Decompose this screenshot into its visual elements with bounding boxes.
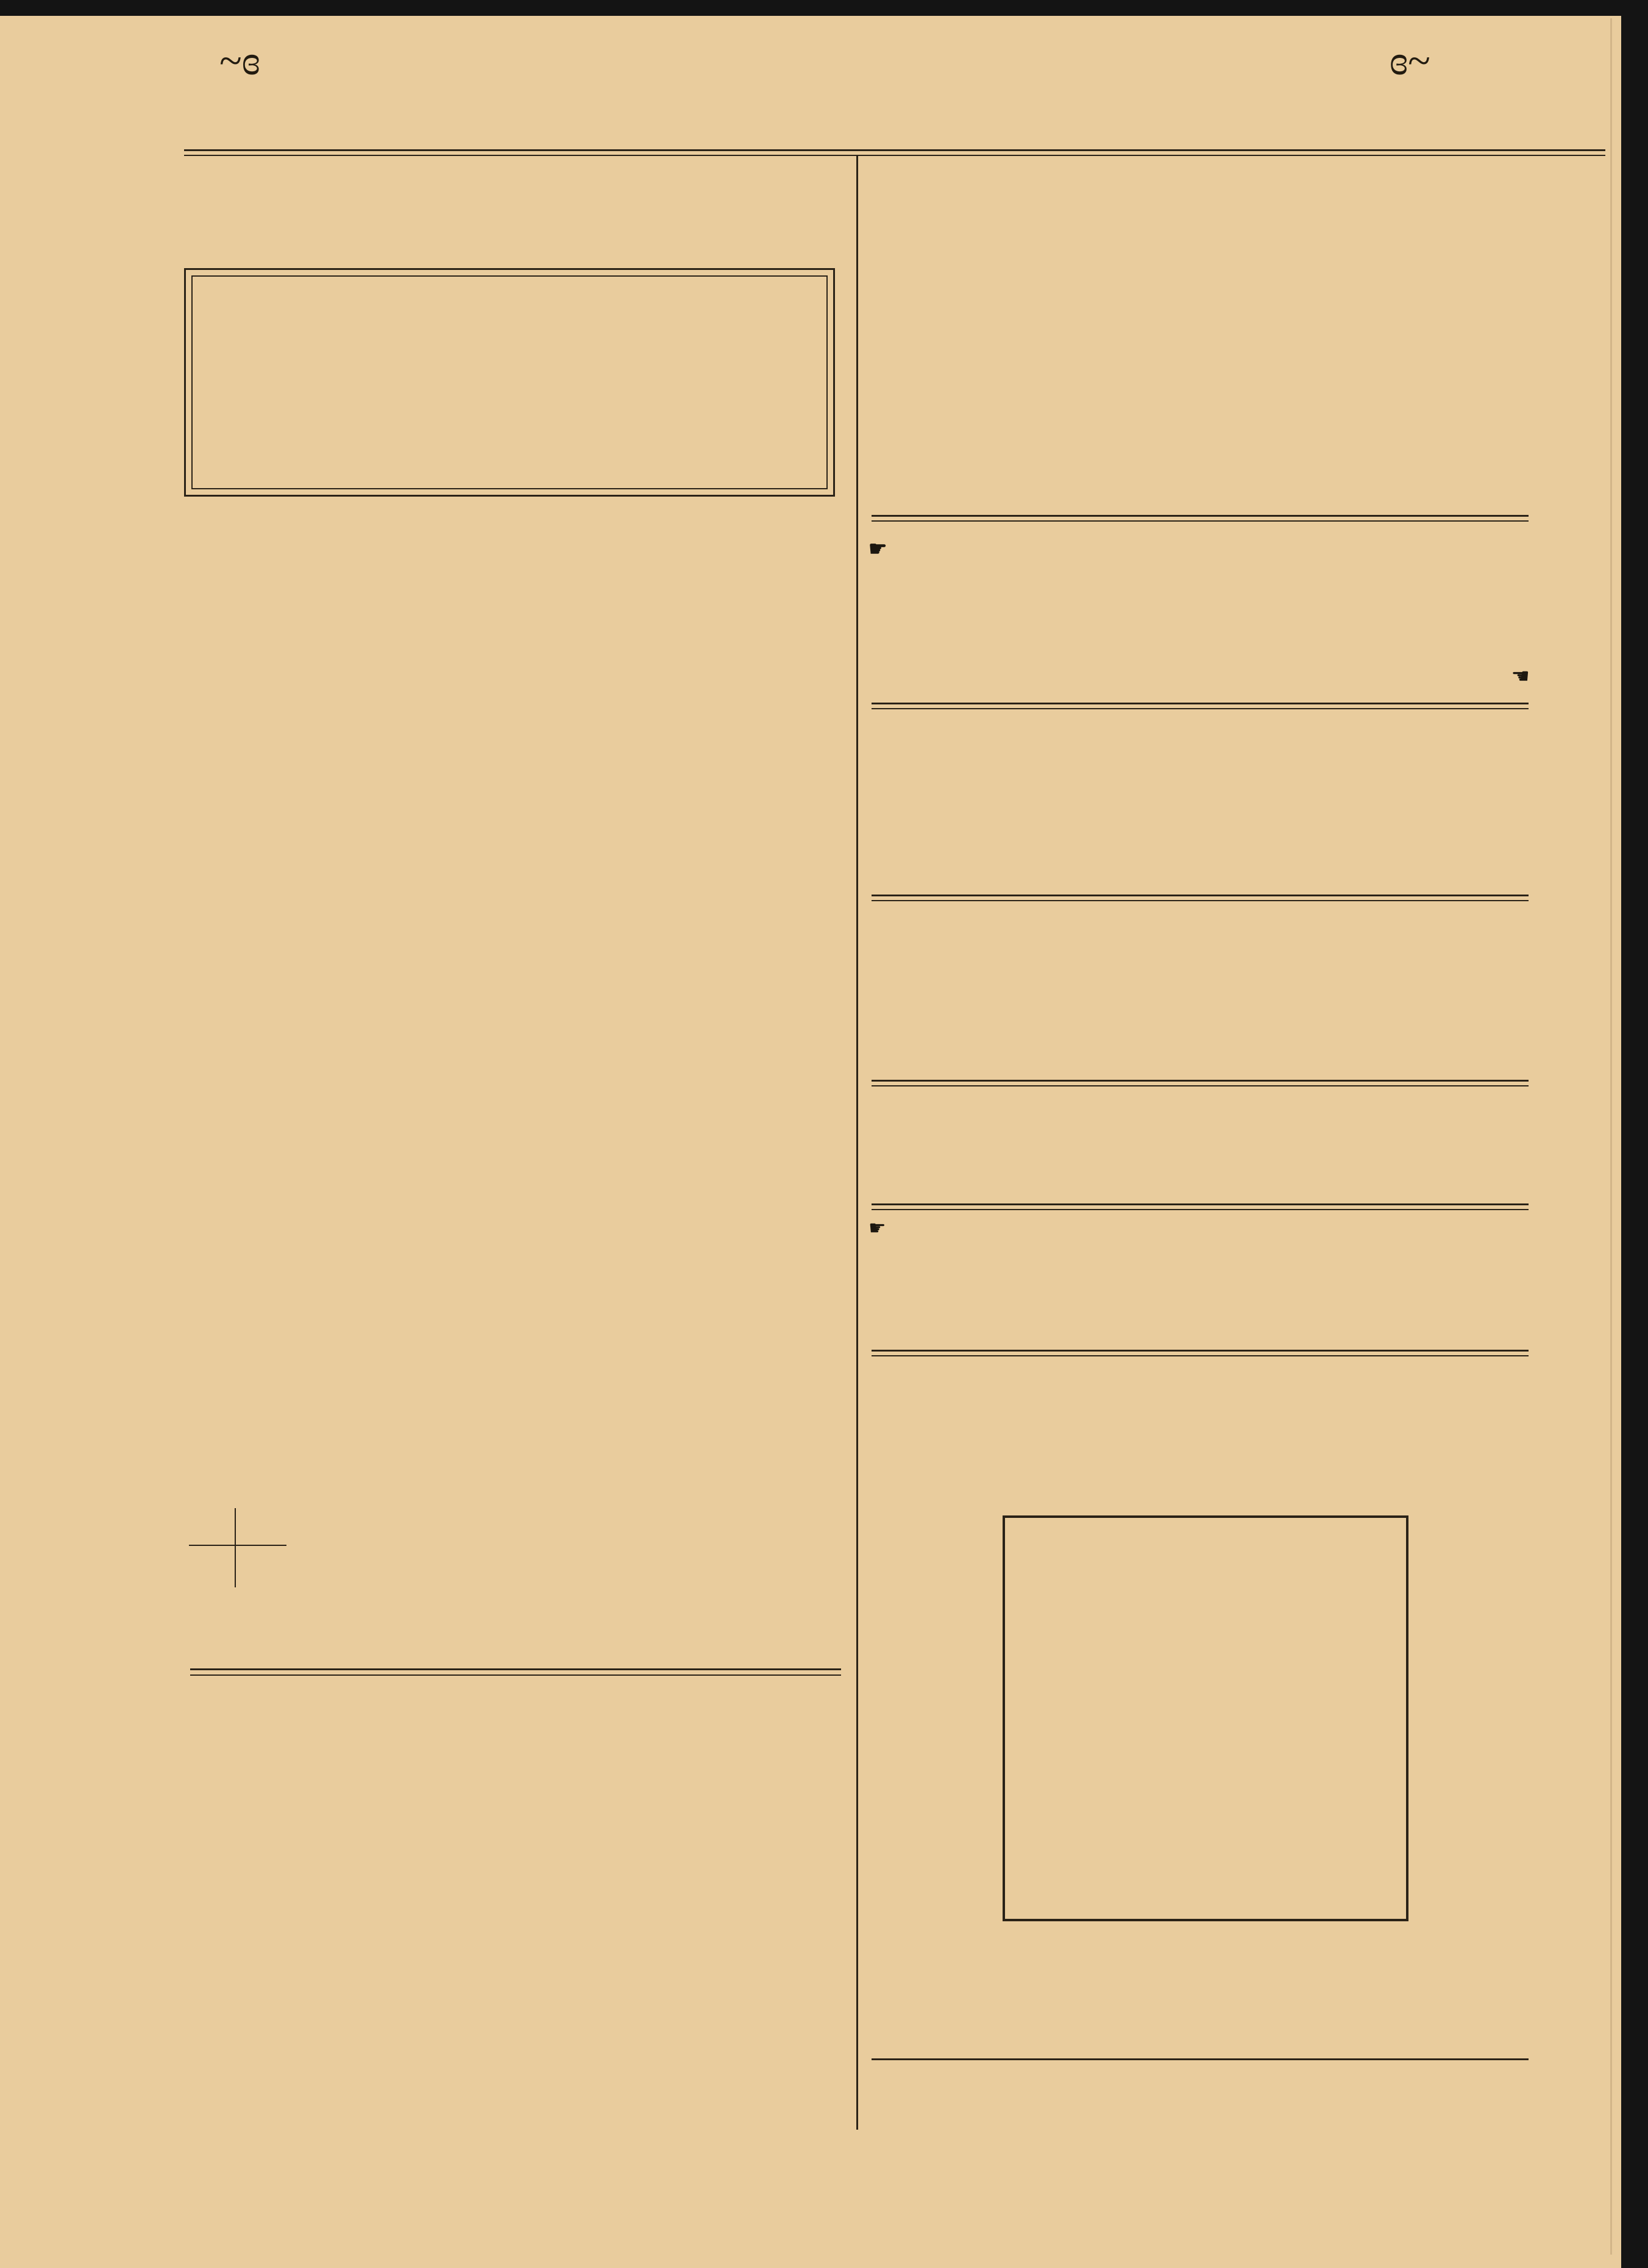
deadline-paragraph [868, 1217, 1530, 1240]
zahadny-section [184, 189, 835, 191]
rule [872, 895, 1529, 896]
rule [872, 708, 1529, 709]
row-num [210, 706, 229, 744]
rule [872, 1355, 1529, 1356]
page-edge-top [0, 0, 1648, 16]
rule [872, 1350, 1529, 1352]
rule [872, 1209, 1529, 1210]
aritmo-key-line [189, 1545, 286, 1546]
zahadny-frame [184, 268, 835, 497]
header-rule [184, 149, 1605, 151]
row-num [210, 820, 229, 857]
rule [872, 520, 1529, 522]
flourish-left-icon: ~ɞ [219, 37, 260, 83]
skladaci-header [184, 524, 835, 526]
rule [872, 2058, 1529, 2060]
rule [872, 515, 1529, 517]
pointing-hand-icon: ☛ [868, 538, 887, 561]
skladaci-meanings [561, 707, 829, 711]
aritmo-key [189, 1508, 286, 1587]
flourish-right-icon: ɞ~ [1390, 37, 1430, 83]
prize-section [868, 316, 1530, 321]
row-num [210, 782, 229, 820]
promo-text [868, 536, 1530, 562]
header-rule-2 [184, 155, 1605, 156]
chess-files [1003, 1916, 1408, 1935]
rule [872, 703, 1529, 704]
rule [872, 1085, 1529, 1086]
page-fold [1610, 18, 1612, 2255]
row-num [210, 744, 229, 782]
row-num [210, 857, 229, 895]
pointing-hand-icon: ☛ [868, 1217, 886, 1239]
rule [872, 1080, 1529, 1082]
rule [190, 1674, 841, 1676]
page-edge-right [1621, 0, 1648, 2268]
rule [190, 1668, 841, 1670]
row-num [210, 631, 229, 668]
rule [872, 900, 1529, 901]
chess-header [868, 1359, 1530, 1364]
rule [872, 1203, 1529, 1205]
row-num [210, 668, 229, 706]
page-header [183, 49, 1457, 158]
aritmo-key-vline [235, 1508, 236, 1587]
pointing-hand-left-icon: ☚ [1511, 665, 1530, 688]
chess-board [1003, 1515, 1408, 1921]
dvojkonicek-header [184, 929, 835, 932]
aritmo-header [184, 1432, 835, 1436]
skladaci-row-numbers [210, 631, 229, 895]
column-divider [856, 155, 858, 2130]
